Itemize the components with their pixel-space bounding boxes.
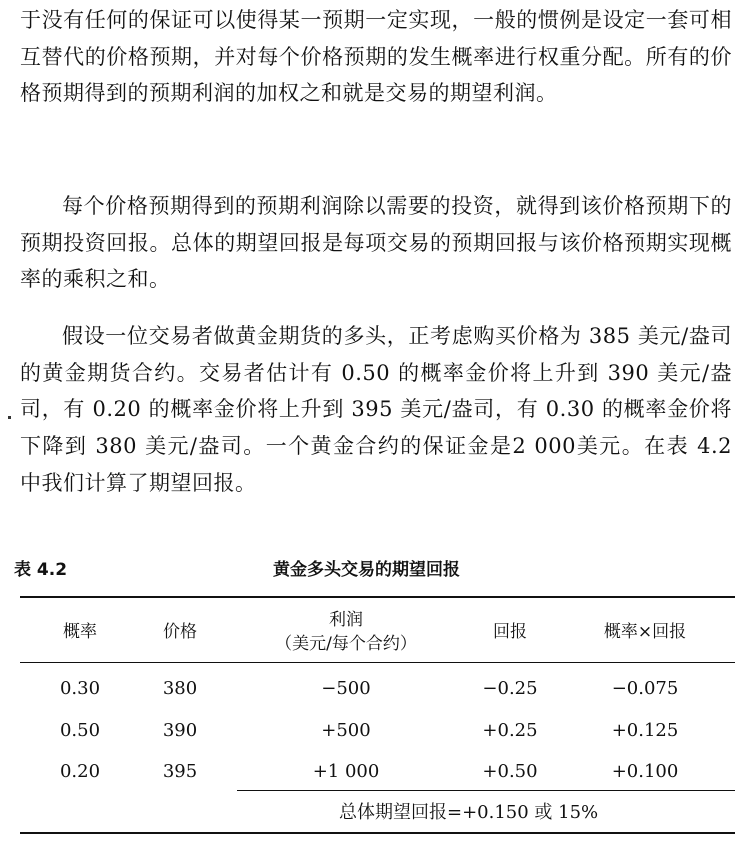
table-cell: +0.100 bbox=[611, 761, 679, 782]
table-cell: 380 bbox=[162, 678, 198, 699]
paragraph-2: 每个价格预期得到的预期利润除以需要的投资，就得到该价格预期下的预期投资回报。总体的期望回报是每项交易的预期回报与该价格预期实现概率的乘积之和。 bbox=[20, 194, 732, 292]
header-prob-x-return: 概率×回报 bbox=[603, 622, 687, 642]
table-title: 黄金多头交易的期望回报 bbox=[273, 560, 460, 580]
table-cell: −500 bbox=[321, 678, 371, 699]
table-cell: 0.20 bbox=[59, 761, 101, 782]
stray-mark bbox=[8, 416, 11, 419]
table-cell: −0.075 bbox=[611, 678, 679, 699]
table-cell: +0.50 bbox=[482, 761, 538, 782]
table-sum-rule bbox=[237, 790, 735, 791]
table-cell: −0.25 bbox=[482, 678, 538, 699]
table-cell: +1 000 bbox=[312, 761, 380, 782]
table-bottom-rule bbox=[20, 832, 735, 834]
table-top-rule bbox=[20, 596, 735, 598]
table-cell: 0.50 bbox=[59, 720, 101, 741]
table-cell: +0.25 bbox=[482, 720, 538, 741]
header-price: 价格 bbox=[163, 622, 197, 642]
table-cell: +500 bbox=[321, 720, 371, 741]
table-cell: 395 bbox=[162, 761, 198, 782]
table-number: 表 4.2 bbox=[14, 560, 68, 580]
table-cell: 0.30 bbox=[59, 678, 101, 699]
paragraph-1: 于没有任何的保证可以使得某一预期一定实现，一般的惯例是设定一套可相互替代的价格预期，并对每个价格预期的发生概率进行权重分配。所有的价格预期得到的预期利润的加权之和就是交易的期望利润。 bbox=[20, 8, 732, 106]
table-header-rule bbox=[20, 662, 735, 663]
table-cell: +0.125 bbox=[611, 720, 679, 741]
paragraph-3: 假设一位交易者做黄金期货的多头，正考虑购买价格为 385 美元/盎司的黄金期货合约。交易者估计有 0.50 的概率金价将上升到 390 美元/盎司，有 0.20 的概率金价将上升到 395 美元/盎司，有 0.30 的概率金价将下降到 380 美元/盎司。一个黄金合约的保证金是2 000美元。在表 4.2 中我们计算了期望回报。 bbox=[20, 324, 732, 495]
header-profit-unit: （美元/每个合约） bbox=[275, 634, 417, 654]
header-profit: 利润 bbox=[329, 610, 363, 630]
header-probability: 概率 bbox=[63, 622, 97, 642]
table-caption bbox=[14, 555, 734, 581]
total-expected-return: 总体期望回报=+0.150 或 15% bbox=[339, 802, 599, 823]
header-return: 回报 bbox=[493, 622, 527, 642]
table-cell: 390 bbox=[162, 720, 198, 741]
